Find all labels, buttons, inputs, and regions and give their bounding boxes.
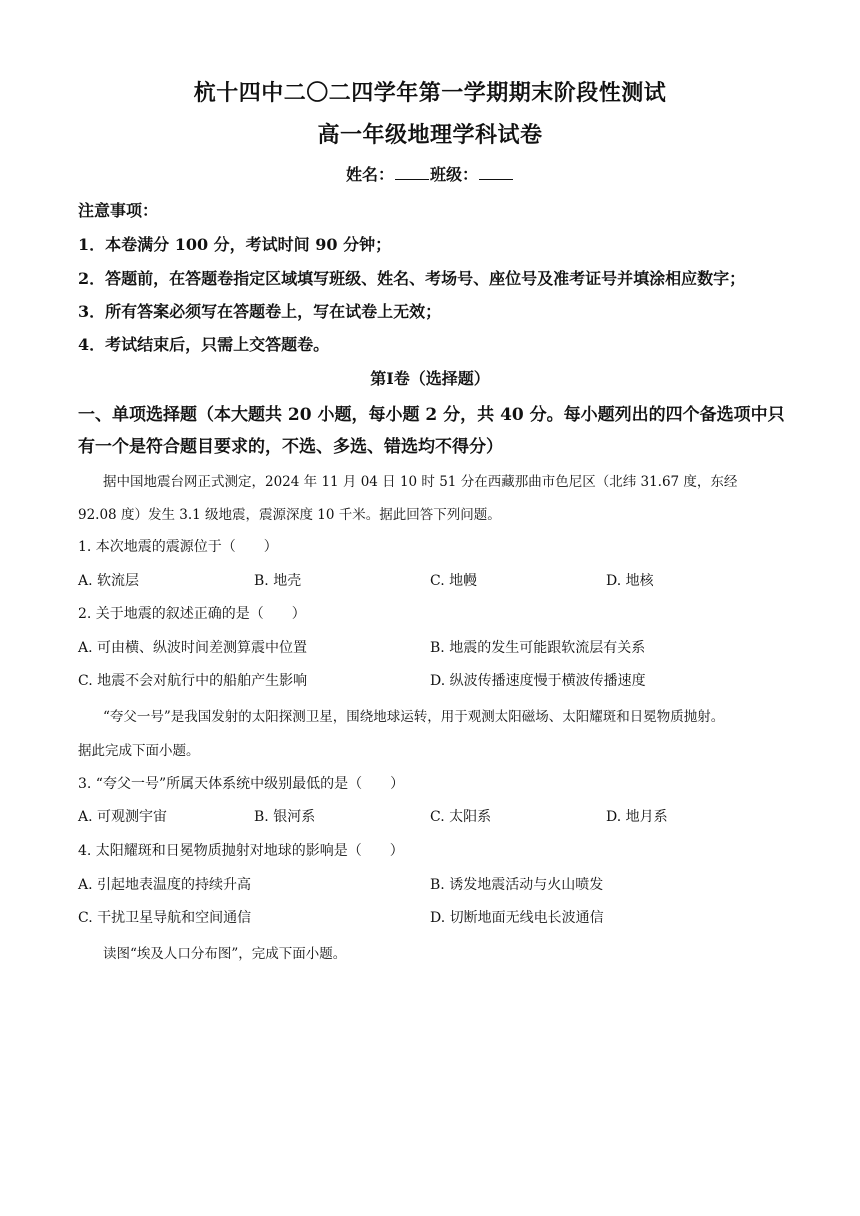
option-c: C. 地震不会对航行中的船舶产生影响 bbox=[78, 673, 308, 689]
option-d: D. 地核 bbox=[606, 573, 654, 589]
note-item: 1．本卷满分 100 分，考试时间 90 分钟； bbox=[78, 235, 392, 254]
section-heading-line1: 一、单项选择题（本大题共 20 小题，每小题 2 分，共 40 分。每小题列出的四个备选项中只 bbox=[78, 405, 785, 425]
option-b: B. 地震的发生可能跟软流层有关系 bbox=[430, 640, 646, 656]
option-d: D. 地月系 bbox=[606, 809, 668, 825]
note-item: 4．考试结束后，只需上交答题卷。 bbox=[78, 335, 330, 354]
option-a: A. 可由横、纵波时间差测算震中位置 bbox=[78, 640, 308, 656]
exam-title: 杭十四中二〇二四学年第一学期期末阶段性测试 bbox=[193, 80, 667, 106]
option-c: C. 地幔 bbox=[430, 573, 478, 589]
section-title: 第Ⅰ卷（选择题） bbox=[370, 369, 490, 388]
note-item: 3．所有答案必须写在答题卷上，写在试卷上无效； bbox=[78, 302, 442, 321]
section-heading-line2: 有一个是符合题目要求的，不选、多选、错选均不得分） bbox=[78, 437, 503, 457]
option-a: A. 可观测宇宙 bbox=[78, 809, 168, 825]
option-c: C. 干扰卫星导航和空间通信 bbox=[78, 910, 252, 926]
passage-satellite-line1: “夸父一号”是我国发射的太阳探测卫星，围绕地球运转，用于观测太阳磁场、太阳耀斑和日冕物质抛射。 bbox=[103, 709, 725, 725]
exam-subtitle: 高一年级地理学科试卷 bbox=[317, 122, 543, 148]
passage-satellite-line2: 据此完成下面小题。 bbox=[78, 743, 200, 759]
passage-earthquake-line2: 92.08 度）发生 3.1 级地震，震源深度 10 千米。据此回答下列问题。 bbox=[78, 507, 501, 523]
notes-heading: 注意事项： bbox=[78, 201, 159, 220]
note-item: 2．答题前，在答题卷指定区域填写班级、姓名、考场号、座位号及准考证号并填涂相应数字； bbox=[78, 269, 746, 288]
option-a: A. 引起地表温度的持续升高 bbox=[78, 877, 252, 893]
passage-egypt-line1: 读图“埃及人口分布图”，完成下面小题。 bbox=[103, 946, 347, 962]
question-stem: 4. 太阳耀斑和日冕物质抛射对地球的影响是（ ） bbox=[78, 843, 404, 859]
name-class-line bbox=[0, 162, 860, 185]
question-stem: 3. “夸父一号”所属天体系统中级别最低的是（ ） bbox=[78, 776, 405, 792]
question-stem: 2. 关于地震的叙述正确的是（ ） bbox=[78, 606, 306, 622]
option-d: D. 切断地面无线电长波通信 bbox=[430, 910, 604, 926]
class-label: 班级： bbox=[430, 165, 479, 184]
name-label: 姓名： bbox=[345, 165, 394, 184]
option-a: A. 软流层 bbox=[78, 573, 140, 589]
option-c: C. 太阳系 bbox=[430, 809, 492, 825]
option-b: B. 诱发地震活动与火山喷发 bbox=[430, 877, 604, 893]
option-d: D. 纵波传播速度慢于横波传播速度 bbox=[430, 673, 646, 689]
question-stem: 1. 本次地震的震源位于（ ） bbox=[78, 539, 278, 555]
option-b: B. 银河系 bbox=[254, 809, 316, 825]
option-b: B. 地壳 bbox=[254, 573, 302, 589]
passage-earthquake-line1: 据中国地震台网正式测定，2024 年 11 月 04 日 10 时 51 分在西藏那曲市色尼区（北纬 31.67 度，东经 bbox=[103, 474, 738, 490]
name-blank bbox=[395, 165, 429, 180]
class-blank bbox=[479, 165, 513, 180]
